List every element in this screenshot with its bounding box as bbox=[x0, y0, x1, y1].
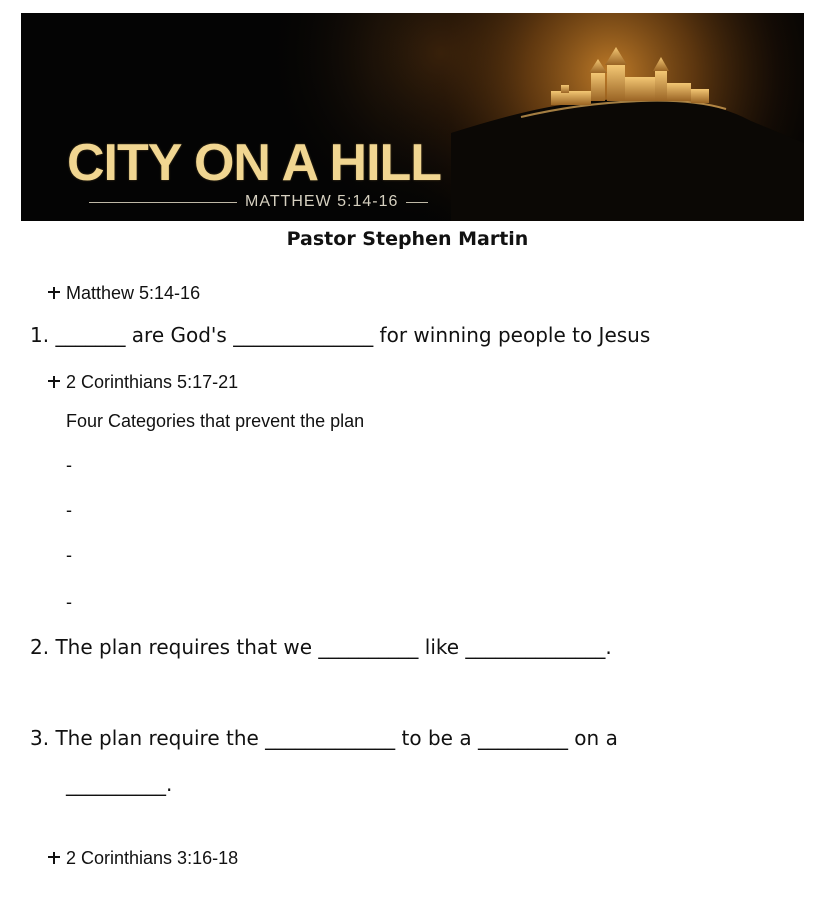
banner-reference: MATTHEW 5:14-16 bbox=[245, 193, 399, 210]
categories-heading: Four Categories that prevent the plan bbox=[66, 411, 365, 431]
banner-rule-right bbox=[406, 202, 428, 203]
scripture-reference-1-text: Matthew 5:14-16 bbox=[66, 283, 201, 303]
pastor-name: Pastor Stephen Martin bbox=[286, 228, 529, 250]
scripture-reference-2 bbox=[48, 371, 238, 393]
point-3-line-1: 3. The plan require the _____________ to be a _________ on a bbox=[30, 726, 618, 750]
scripture-reference-2-text: 2 Corinthians 5:17-21 bbox=[66, 372, 239, 392]
point-2: 2. The plan requires that we __________ like ______________. bbox=[30, 635, 612, 659]
banner-rule-left bbox=[89, 202, 237, 203]
category-item-1: - bbox=[66, 455, 72, 475]
point-1: 1. _______ are God's ______________ for winning people to Jesus bbox=[30, 323, 651, 347]
cross-bullet-icon bbox=[48, 852, 60, 864]
scripture-reference-1 bbox=[48, 282, 200, 304]
cross-bullet-icon bbox=[48, 376, 60, 388]
header-banner bbox=[21, 13, 804, 221]
banner-reference-row bbox=[89, 191, 461, 213]
scripture-reference-3 bbox=[48, 847, 238, 869]
category-item-3: - bbox=[66, 545, 72, 565]
cross-bullet-icon bbox=[48, 287, 60, 299]
banner-title: CITY ON A HILL bbox=[67, 134, 442, 192]
category-item-2: - bbox=[66, 500, 72, 520]
scripture-reference-3-text: 2 Corinthians 3:16-18 bbox=[66, 848, 239, 868]
point-3-line-2: __________. bbox=[66, 772, 173, 796]
category-item-4: - bbox=[66, 592, 72, 612]
